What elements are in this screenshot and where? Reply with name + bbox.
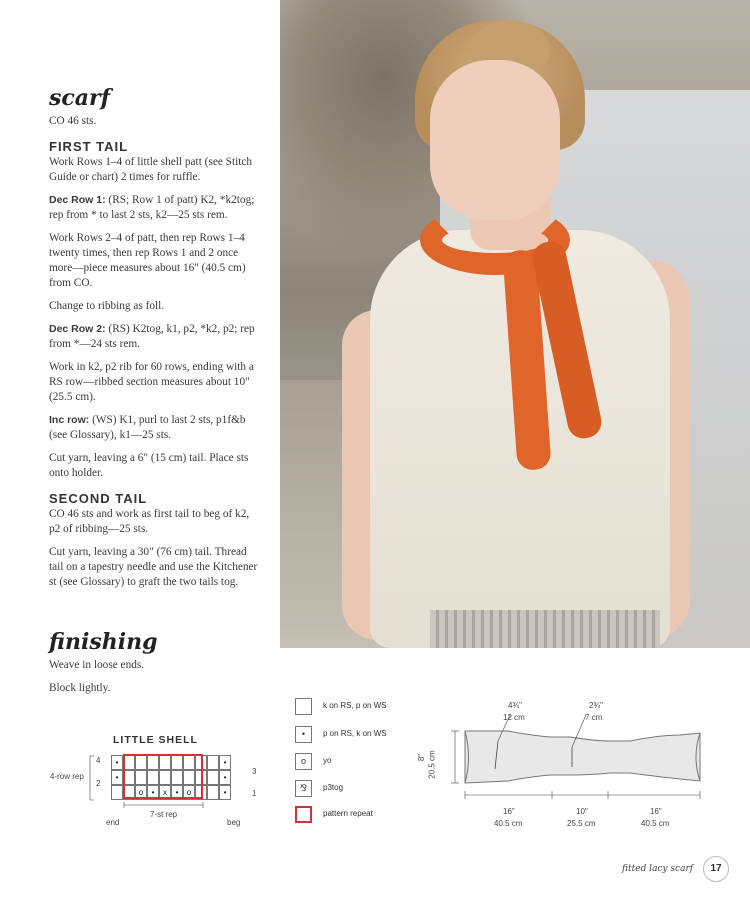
dec-row-1-label: Dec Row 1:: [49, 194, 106, 206]
first-tail-p1: Work Rows 1–4 of little shell patt (see Stitch Guide or chart) 2 times for ruffle.: [49, 156, 253, 183]
four-row-rep-label: 4-row rep: [50, 772, 84, 781]
row-label-3: 3: [252, 767, 257, 776]
schem-len-mid-cm: 25.5 cm: [567, 819, 596, 828]
legend-symbol: ⅋: [295, 780, 312, 797]
row-label-2: 2: [96, 779, 101, 788]
legend-symbol: [295, 698, 312, 715]
first-tail-p3: Change to ribbing as foll.: [49, 300, 165, 312]
dec-row-2-text: (RS) K2tog, k1, p2, *k2, p2; rep from *—24 sts rem.: [49, 323, 255, 350]
section-title-finishing: finishing: [49, 629, 158, 655]
schem-len-left-cm: 40.5 cm: [494, 819, 523, 828]
chart-cell: •: [219, 785, 231, 800]
legend-symbol: [295, 806, 312, 823]
schem-len-right-cm: 40.5 cm: [641, 819, 670, 828]
chart-end-label: end: [106, 818, 120, 827]
heading-second-tail: SECOND TAIL: [49, 491, 148, 506]
row-label-4: 4: [96, 756, 101, 765]
legend-label: p on RS, k on WS: [323, 729, 387, 738]
chart-cell: •: [111, 770, 123, 785]
chart-cell: •: [147, 785, 159, 800]
chart-cell: x: [159, 785, 171, 800]
chart-cell: •: [111, 755, 123, 770]
section-title-scarf: scarf: [49, 85, 111, 111]
first-tail-p5: Cut yarn, leaving a 6" (15 cm) tail. Place sts onto holder.: [49, 452, 249, 479]
chart-title: LITTLE SHELL: [113, 734, 198, 746]
cast-on-text: CO 46 sts.: [49, 115, 97, 127]
schem-width-left-cm: 12 cm: [503, 713, 525, 722]
chart-cell: o: [183, 785, 195, 800]
schem-len-mid: 10": [576, 807, 588, 816]
row-label-1: 1: [252, 789, 257, 798]
legend-label: k on RS, p on WS: [323, 701, 387, 710]
legend-label: p3tog: [323, 783, 344, 792]
inc-row-label: Inc row:: [49, 414, 90, 426]
schem-len-right: 16": [650, 807, 662, 816]
inc-row-text: (WS) K1, purl to last 2 sts, p1f&b (see Glossary), k1—25 sts.: [49, 414, 246, 441]
chart-cell: •: [219, 770, 231, 785]
footer-pattern-name: fitted lacy scarf: [622, 864, 694, 874]
first-tail-p2: Work Rows 2–4 of patt, then rep Rows 1–4 twenty times, then rep Rows 1 and 2 once more—piece measures about 16" (40.5 cm) from CO.: [49, 232, 246, 289]
legend-label: pattern repeat: [323, 809, 373, 818]
legend-symbol: •: [295, 726, 312, 743]
legend-label: yo: [323, 756, 332, 765]
chart-cell: •: [219, 755, 231, 770]
first-tail-p4: Work in k2, p2 rib for 60 rows, ending with a RS row—ribbed section measures about 10" (25.5 cm).: [49, 361, 254, 403]
legend-symbol: o: [295, 753, 312, 770]
page-number: 17: [703, 856, 729, 882]
seven-st-rep-label: 7-st rep: [150, 810, 178, 819]
finishing-p2: Block lightly.: [49, 682, 111, 694]
heading-first-tail: FIRST TAIL: [49, 139, 129, 154]
second-tail-p1: CO 46 sts and work as first tail to beg of k2, p2 of ribbing—25 sts.: [49, 508, 250, 535]
schem-height-cm: 20.5 cm: [427, 750, 437, 779]
finishing-p1: Weave in loose ends.: [49, 659, 145, 671]
schem-width-left: 4¾": [508, 701, 522, 710]
dec-row-1-text: (RS; Row 1 of patt) K2, *k2tog; rep from * to last 2 sts, k2—25 sts rem.: [49, 194, 255, 221]
schem-height: 8": [417, 753, 427, 762]
scarf-schematic: [410, 695, 710, 835]
chart-cell: o: [135, 785, 147, 800]
schem-width-right-cm: 7 cm: [585, 713, 603, 722]
schem-len-left: 16": [503, 807, 515, 816]
chart-cell: •: [171, 785, 183, 800]
schem-width-right: 2¾": [589, 701, 603, 710]
dec-row-2-label: Dec Row 2:: [49, 323, 106, 335]
schematic-outline: [465, 731, 700, 783]
second-tail-p2: Cut yarn, leaving a 30" (76 cm) tail. Thread tail on a tapestry needle and use the Kitchener st (see Glossary) to graft the two tails tog.: [49, 546, 258, 588]
chart-beg-label: beg: [227, 818, 241, 827]
